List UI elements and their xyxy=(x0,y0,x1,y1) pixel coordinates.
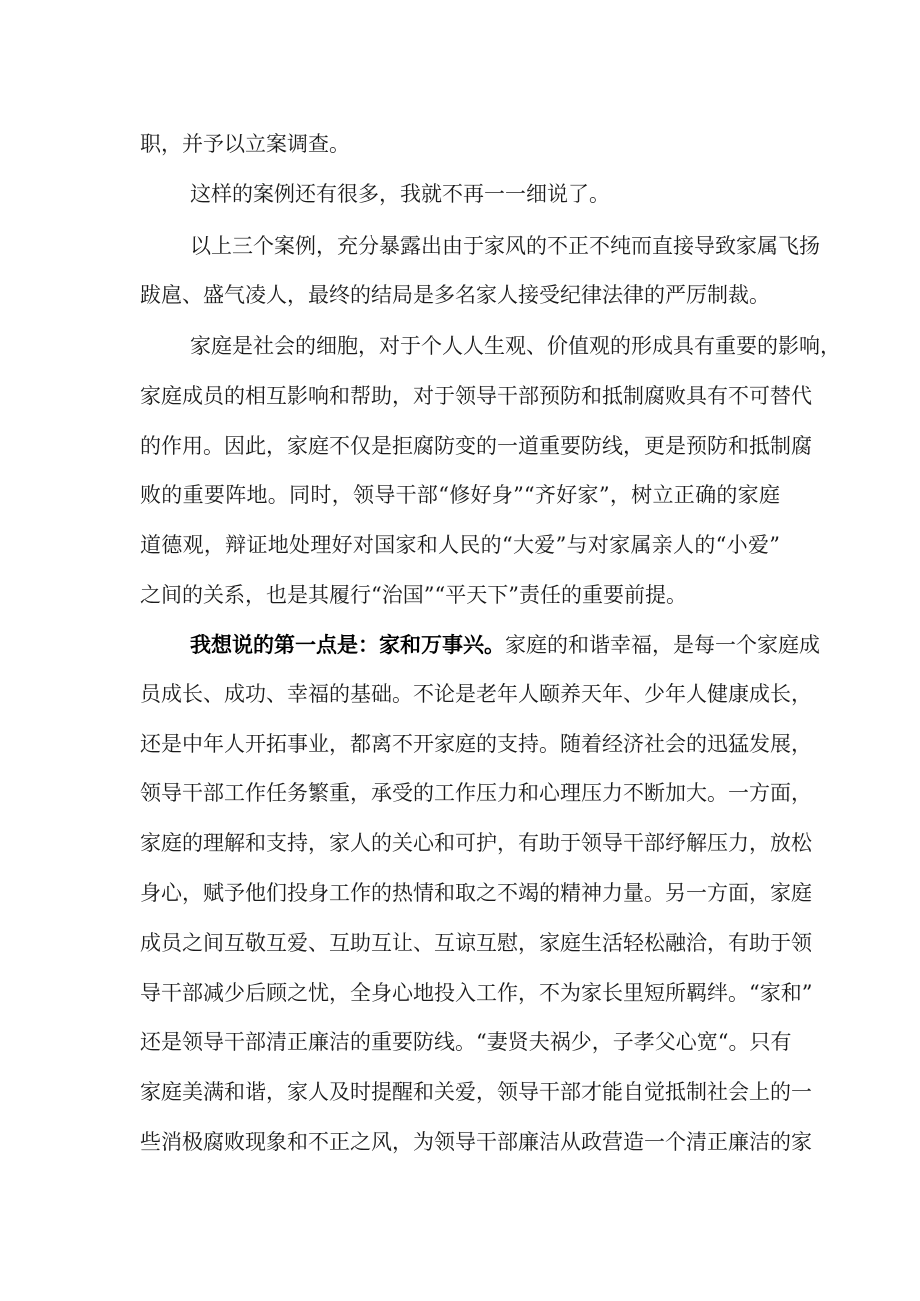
text-line: 领导干部工作任务繁重，承受的工作压力和心理压力不断加大。一方面， xyxy=(140,781,812,805)
text-line: 家庭是社会的细胞，对于个人人生观、价值观的形成具有重要的影响， xyxy=(190,334,841,358)
text-line: 还是中年人开拓事业，都离不开家庭的支持。随着经济社会的迅猛发展， xyxy=(140,732,812,756)
text-line: 员成长、成功、幸福的基础。不论是老年人颐养天年、少年人健康成长， xyxy=(140,682,812,706)
text-line: 跋扈、盛气凌人，最终的结局是多名家人接受纪律法律的严厉制裁。 xyxy=(140,283,770,307)
text-line: 道德观，辩证地处理好对国家和人民的“大爱”与对家属亲人的“小爱” xyxy=(140,533,780,557)
text-line: 家庭成员的相互影响和帮助，对于领导干部预防和抵制腐败具有不可替代 xyxy=(140,384,812,408)
text-line: 职，并予以立案调查。 xyxy=(140,132,350,156)
text-line: 导干部减少后顾之忧，全身心地投入工作，不为家长里短所羁绊。“家和” xyxy=(140,981,813,1005)
text-line: 败的重要阵地。同时，领导干部“修好身”“齐好家”，树立正确的家庭 xyxy=(140,483,780,507)
text-line: 成员之间互敬互爱、互助互让、互谅互慰，家庭生活轻松融洽，有助于领 xyxy=(140,931,812,955)
text-line: 这样的案例还有很多，我就不再一一细说了。 xyxy=(190,182,610,206)
section-heading: 我想说的第一点是：家和万事兴。 xyxy=(190,632,505,657)
text-line: 家庭美满和谐，家人及时提醒和关爱，领导干部才能自觉抵制社会上的一 xyxy=(140,1080,812,1104)
text-line: 还是领导干部清正廉洁的重要防线。“妻贤夫祸少，子孝父心宽“。只有 xyxy=(140,1030,792,1054)
text-line: 家庭的理解和支持，家人的关心和可护，有助于领导干部纾解压力，放松 xyxy=(140,831,812,855)
text-line: 身心，赋予他们投身工作的热情和取之不竭的精神力量。另一方面，家庭 xyxy=(140,881,812,905)
text-line: 的作用。因此，家庭不仅是拒腐防变的一道重要防线，更是预防和抵制腐 xyxy=(140,434,812,458)
text-line: 之间的关系，也是其履行“治国”“平天下”责任的重要前提。 xyxy=(140,583,687,607)
text-line xyxy=(190,627,820,663)
text-line: 以上三个案例，充分暴露出由于家风的不正不纯而直接导致家属飞扬 xyxy=(190,234,820,258)
text-line: 些消极腐败现象和不正之风，为领导干部廉洁从政营造一个清正廉洁的家 xyxy=(140,1130,812,1154)
text-span: 家庭的和谐幸福，是每一个家庭成 xyxy=(505,633,820,657)
